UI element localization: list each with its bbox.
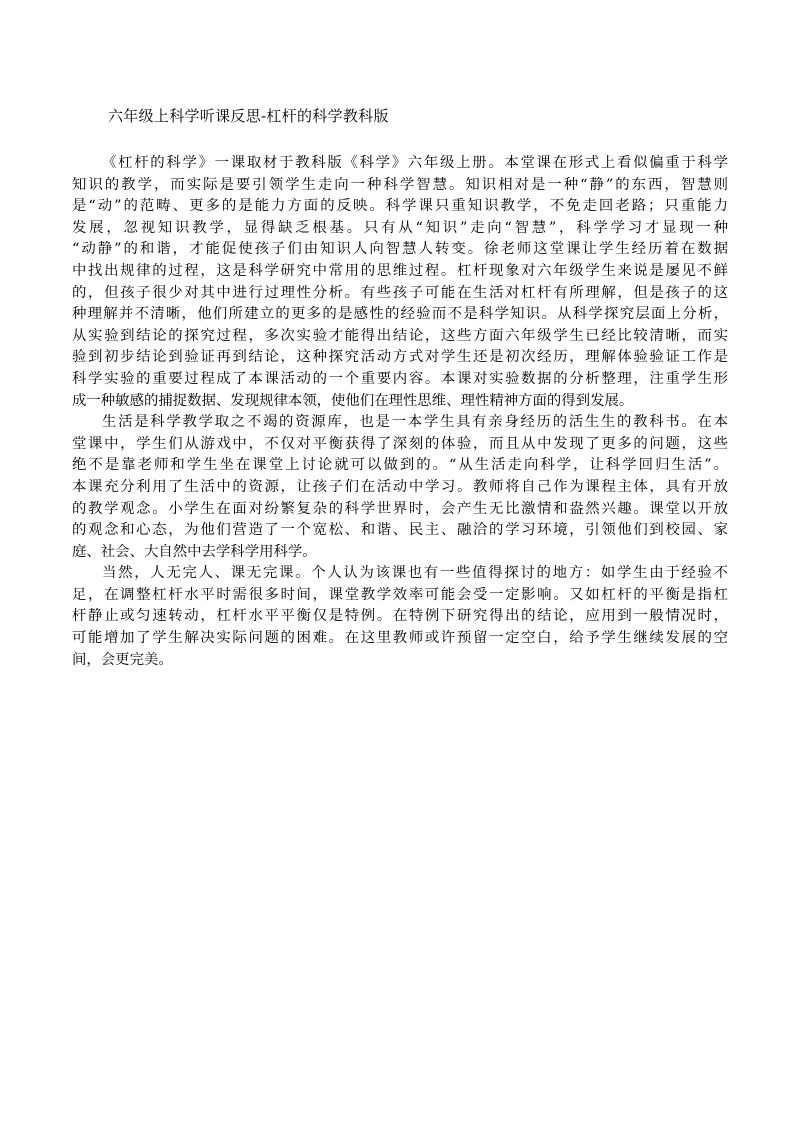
paragraph-line: 生活是科学教学取之不竭的资源库，也是一本学生具有亲身经历的活生生的教科书。在本 <box>102 414 728 431</box>
paragraph-1 <box>72 153 728 412</box>
paragraph-line: 种理解并不清晰，他们所建立的更多的是感性的经验而不是科学知识。从科学探究层面上分析， <box>72 306 728 323</box>
paragraph-line: 验到初步结论到验证再到结论，这种探究活动方式对学生还是初次经历，理解体验验证工作是 <box>72 349 728 366</box>
paragraph-line: 是“动”的范畴、更多的是能力方面的反映。科学课只重知识教学，不免走回老路；只重能力 <box>72 198 728 215</box>
paragraph-line: 堂课中，学生们从游戏中，不仅对平衡获得了深刻的体验，而且从中发现了更多的问题，这些 <box>72 435 728 452</box>
paragraph-line: 本课充分利用了生活中的资源，让孩子们在活动中学习。教师将自己作为课程主体，具有开放 <box>72 478 728 495</box>
paragraph-line: 杆静止或匀速转动，杠杆水平平衡仅是特例。在特例下研究得出的结论，应用到一般情况时， <box>72 608 728 625</box>
paragraph-line: 中找出规律的过程，这是科学研究中常用的思维过程。杠杆现象对六年级学生来说是屡见不鲜 <box>72 262 728 279</box>
paragraph-line: 绝不是靠老师和学生坐在课堂上讨论就可以做到的。“从生活走向科学，让科学回归生活”。 <box>72 457 728 474</box>
paragraph-line: 足，在调整杠杆水平时需很多时间，课堂教学效率可能会受一定影响。又如杠杆的平衡是指杠 <box>72 586 728 603</box>
paragraph-line: 成一种敏感的捕捉数据、发现规律本领，使他们在理性思维、理性精神方面的得到发展。 <box>72 392 634 409</box>
paragraph-3 <box>72 563 728 671</box>
paragraph-line: 发展，忽视知识教学，显得缺乏根基。只有从“知识”走向“智慧”，科学学习才显现一种 <box>72 219 728 236</box>
paragraph-line: “动静”的和谐，才能促使孩子们由知识人向智慧人转变。徐老师这堂课让学生经历着在数据 <box>72 241 728 258</box>
document-title: 六年级上科学听课反思-杠杆的科学教科版 <box>108 107 389 125</box>
document-body <box>72 153 728 671</box>
paragraph-line: 的观念和心态，为他们营造了一个宽松、和谐、民主、融洽的学习环境，引领他们到校园、家 <box>72 522 728 539</box>
paragraph-line: 庭、社会、大自然中去学科学用科学。 <box>72 543 317 560</box>
paragraph-line: 的，但孩子很少对其中进行过理性分析。有些孩子可能在生活对杠杆有所理解，但是孩子的这 <box>72 284 728 301</box>
paragraph-2 <box>72 412 728 563</box>
paragraph-line: 从实验到结论的探究过程，多次实验才能得出结论，这些方面六年级学生已经比较清晰，而实 <box>72 327 728 344</box>
paragraph-line: 《杠杆的科学》一课取材于教科版《科学》六年级上册。本堂课在形式上看似偏重于科学 <box>102 155 728 171</box>
paragraph-line: 科学实验的重要过程成了本课活动的一个重要内容。本课对实验数据的分析整理，注重学生形 <box>72 370 728 387</box>
paragraph-line: 可能增加了学生解决实际问题的困难。在这里教师或许预留一定空白，给予学生继续发展的空 <box>72 630 728 647</box>
paragraph-line: 当然，人无完人、课无完课。个人认为该课也有一些值得探讨的地方：如学生由于经验不 <box>102 565 728 582</box>
paragraph-line: 的教学观念。小学生在面对纷繁复杂的科学世界时，会产生无比激情和盎然兴趣。课堂以开放 <box>72 500 728 517</box>
paragraph-line: 知识的教学，而实际是要引领学生走向一种科学智慧。知识相对是一种“静”的东西，智慧则 <box>72 176 728 193</box>
paragraph-line: 间，会更完美。 <box>72 651 173 668</box>
